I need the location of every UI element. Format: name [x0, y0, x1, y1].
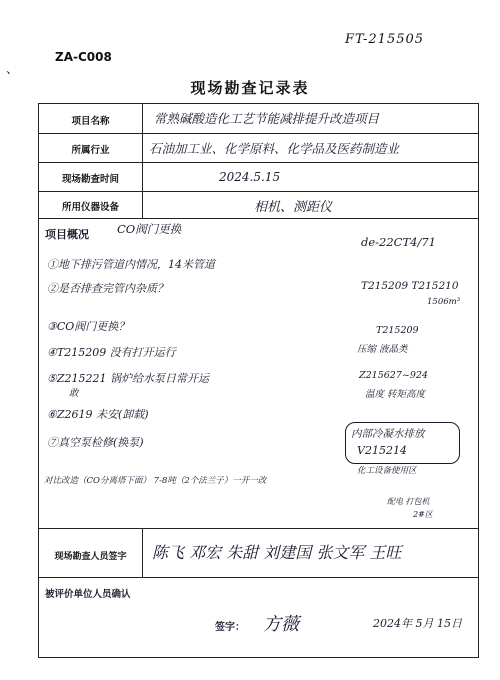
right-note-5: Z215627~924: [359, 370, 428, 381]
industry-label: 所属行业: [71, 145, 110, 156]
overview-item-1: ①地下排污管道内情况，14米管道: [47, 258, 215, 271]
industry-value: 石油加工业、化学原料、化学品及医药制造业: [149, 141, 400, 156]
document-code: ZA-C008: [55, 50, 112, 64]
right-note-6: 温度 转矩高度: [365, 389, 426, 400]
handwritten-reference-number: FT-215505: [345, 32, 425, 47]
project-name-value: 常熟碱酸造化工艺节能减排提升改造项目: [154, 111, 380, 126]
signer-signatures: 陈飞 邓宏 朱甜 刘建国 张文军 王旺: [152, 543, 402, 562]
overview-right-note: de-22CT4/71: [361, 235, 436, 249]
overview-header-note: CO阀门更换: [117, 222, 182, 236]
overview-item-4: ④T215209 没有打开运行: [47, 346, 176, 359]
evaluated-signature: 方薇: [263, 614, 299, 635]
overview-item-3: ③CO阀门更换？: [47, 320, 130, 333]
overview-bottom-note: 对比改造（CO分离塔下面） 7-8吨（2个法兰子）一开一改: [44, 476, 267, 486]
overview-item-7: ⑦真空泵检修(换泵): [47, 436, 144, 449]
signers-label: 现场勘查人员签字: [54, 552, 127, 562]
sign-label: 签字：: [215, 622, 245, 633]
corner-mark: 、: [6, 62, 19, 76]
evaluated-unit-label: 被评价单位人员确认: [45, 589, 131, 600]
boxed-note-text: 内部冷凝水排放: [351, 428, 425, 440]
right-note-3: T215209: [376, 325, 419, 336]
right-note-1: T215209 T215210: [361, 280, 459, 292]
record-form-table: [38, 103, 479, 658]
project-name-label: 项目名称: [71, 116, 110, 127]
right-note-7: V215214: [357, 444, 407, 457]
right-note-4: 压缩 液晶类: [357, 344, 408, 355]
right-note-9: 配电 打包机: [387, 497, 430, 506]
overview-item-2: ②是否排查完管内杂质？: [47, 282, 168, 295]
right-note-2: 1506m³: [427, 297, 461, 307]
overview-item-6: ⑥Z2619 未安(卸载): [47, 408, 149, 421]
survey-time-label: 现场勘查时间: [61, 174, 119, 185]
overview-label: 项目概况: [45, 228, 89, 241]
sign-date: 2024年 5月 15日: [373, 617, 462, 630]
overview-item-5: ⑤Z215221 锅炉给水泵日常开运: [47, 372, 209, 385]
instruments-value: 相机、测距仪: [254, 200, 333, 215]
right-note-8: 化工设备使用区: [357, 466, 417, 476]
survey-time-value: 2024.5.15: [219, 170, 281, 184]
page-title: 现场勘查记录表: [190, 79, 310, 97]
instruments-label: 所用仪器设备: [61, 202, 119, 213]
right-note-10: 2#区: [413, 510, 433, 519]
overview-item-5-sub: 敢: [69, 388, 79, 399]
